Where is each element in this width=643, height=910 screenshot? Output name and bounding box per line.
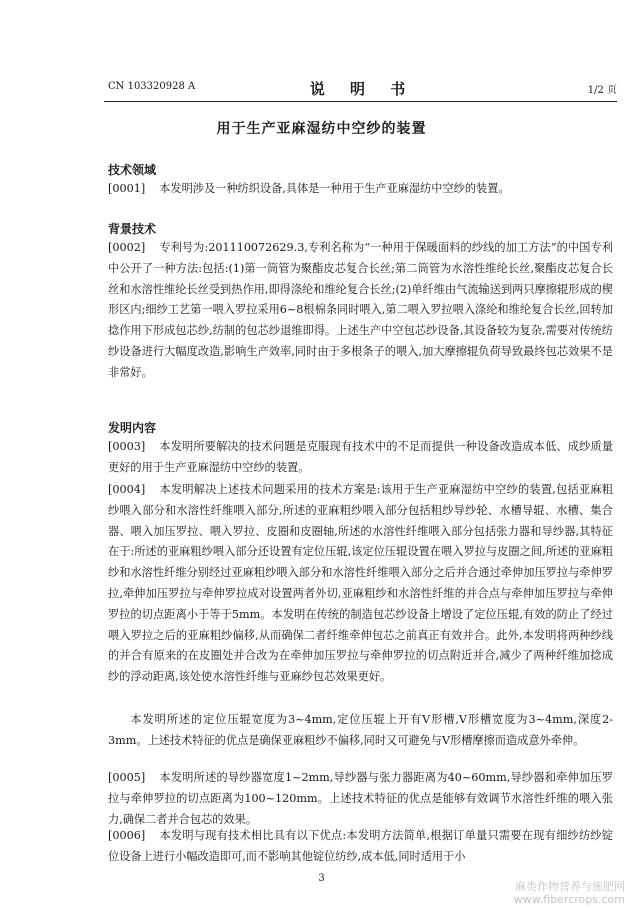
paragraph-number: [0005] bbox=[108, 771, 146, 784]
document-type: 说 明 书 bbox=[309, 80, 416, 98]
page-number: 3 bbox=[318, 873, 325, 884]
paragraph-text: 本发明所要解决的技术问题是克服现有技术中的不足而提供一种设备改造成本低、成纱质量更好的用于生产亚麻湿纺中空纱的装置。 bbox=[108, 440, 613, 474]
paragraph-number: [0003] bbox=[108, 440, 146, 453]
paragraph-0004-continued bbox=[108, 710, 613, 752]
paragraph-number: [0006] bbox=[108, 829, 146, 842]
header-divider bbox=[104, 101, 617, 102]
paragraph-0004 bbox=[108, 480, 613, 688]
section-heading-background: 背景技术 bbox=[108, 222, 157, 236]
paragraph-0005 bbox=[108, 768, 613, 830]
section-heading-field: 技术领域 bbox=[108, 163, 157, 177]
paragraph-text: 本发明所述的定位压辊宽度为3~4mm,定位压辊上开有V形槽,V形槽宽度为3~4mm,深度2-3mm。上述技术特征的优点是确保亚麻粗纱不偏移,同时又可避免与V形槽摩擦而造成意外牵伸。 bbox=[108, 713, 613, 747]
paragraph-text: 本发明涉及一种纺织设备,具体是一种用于生产亚麻湿纺中空纱的装置。 bbox=[159, 182, 510, 195]
paragraph-number: [0001] bbox=[108, 182, 146, 195]
paragraph-text: 专利号为:201110072629.3,专利名称为“一种用于保暖面料的纱线的加工方法”的中国专利中公开了一种方法:包括:(1)第一筒管为聚酯皮芯复合长丝;第二筒管为水溶性维纶长丝,聚酯皮芯复合长丝和水溶性维纶长丝受到热作用,即得涤纶和维纶复合长丝;(2)单纤维由气流输送到两只摩擦辊形成的楔形区内;细纱工艺第一喂入罗拉采用6~8根棉条同时喂入,第二喂入罗拉喂入涤纶和维纶复合长丝,回转加捻作用下形成包芯纱,纺制的包芯纱退维即得。上述生产中空包芯纱设备,其设备较为复杂,需要对传统纺纱设备进行大幅度改造,影响生产效率,同时由于多根条子的喂入,加大摩擦辊负荷导致最终包芯效果不是非常好。 bbox=[108, 241, 613, 379]
paragraph-number: [0004] bbox=[108, 483, 146, 496]
paragraph-number: [0002] bbox=[108, 241, 146, 254]
document-title: 用于生产亚麻湿纺中空纱的装置 bbox=[216, 121, 427, 137]
watermark-site-name: 麻类作物营养与施肥网 bbox=[515, 880, 625, 893]
patent-number: CN 103320928 A bbox=[108, 81, 196, 92]
watermark bbox=[514, 880, 625, 906]
paragraph-0003 bbox=[108, 437, 613, 479]
paragraph-text: 本发明所述的导纱器宽度1~2mm,导纱器与张力器距离为40~60mm,导纱器和牵伸加压罗拉与牵伸罗拉的切点距离为100~120mm。上述技术特征的优点是能够有效调节水溶性纤维的喂入张力,确保二者并合包芯的效果。 bbox=[108, 771, 613, 826]
paragraph-0006 bbox=[108, 826, 613, 868]
watermark-url: www.fibercrops.com bbox=[513, 893, 625, 906]
paragraph-0001 bbox=[108, 179, 613, 200]
paragraph-text: 本发明解决上述技术问题采用的技术方案是:该用于生产亚麻湿纺中空纱的装置,包括亚麻粗纱喂入部分和水溶性纤维喂入部分,所述的亚麻粗纱喂入部分包括粗纱导纱轮、水槽导辊、水槽、集合器、喂入加压罗拉、喂入罗拉、皮圈和皮圈轴,所述的水溶性纤维喂入部分包括张力器和导纱器,其特征在于:所述的亚麻粗纱喂入部分还设置有定位压辊,该定位压辊设置在喂入罗拉与皮圈之间,所述的亚麻粗纱和水溶性纤维分别经过亚麻粗纱喂入部分和水溶性纤维喂入部分之后并合通过牵伸加压罗拉与牵伸罗拉,牵伸加压罗拉与牵伸罗拉成对设置两者外切,亚麻粗纱和水溶性纤维的并合点与牵伸加压罗拉与牵伸罗拉的切点距离小于等于5mm。本发明在传统的制造包芯纱设备上增设了定位压辊,有效的防止了经过喂入罗拉之后的亚麻粗纱偏移,从而确保二者纤维牵伸包芯之前真正有效并合。此外,本发明将两种纱线的并合有原来的在皮圈处并合改为在牵伸加压罗拉与牵伸罗拉的切点附近并合,减少了两种纤维加捻成纱的浮动距离,该处使水溶性纤维与亚麻纱包芯效果更好。 bbox=[108, 483, 613, 684]
page-reference: 1/2 页 bbox=[587, 85, 617, 96]
paragraph-text: 本发明与现有技术相比具有以下优点:本发明方法简单,根据订单量只需要在现有细纱纺纱锭位设备上进行小幅改造即可,而不影响其他锭位纺纱,成本低,同时适用于小 bbox=[108, 829, 613, 863]
section-heading-summary: 发明内容 bbox=[108, 421, 157, 435]
paragraph-0002 bbox=[108, 238, 613, 384]
page-header bbox=[108, 78, 617, 98]
